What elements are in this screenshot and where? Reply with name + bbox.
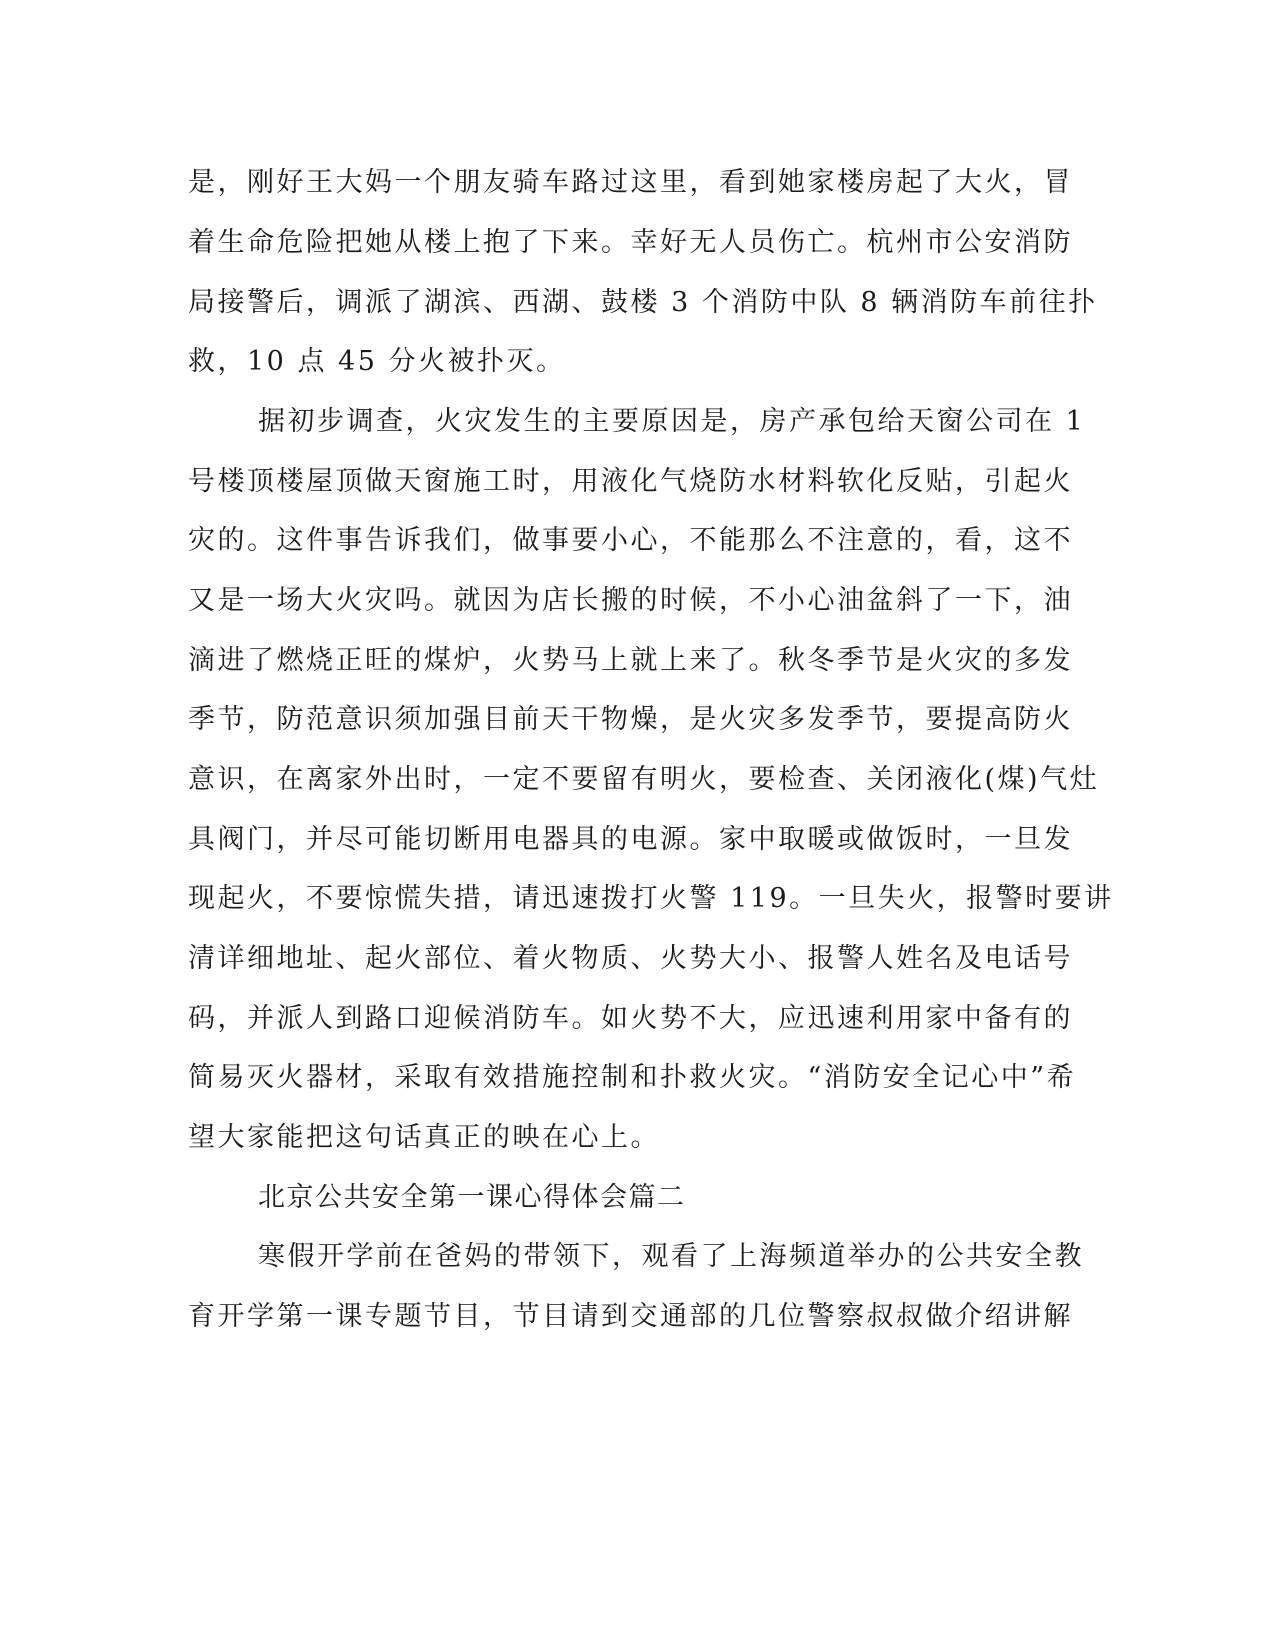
paragraph-line: 滴进了燃烧正旺的煤炉，火势马上就上来了。秋冬季节是火灾的多发 bbox=[188, 645, 1073, 676]
paragraph-line: 救，10 点 45 分火被扑灭。 bbox=[188, 346, 566, 377]
paragraph-line: 意识，在离家外出时，一定不要留有明火，要检查、关闭液化(煤)气灶 bbox=[188, 764, 1100, 795]
paragraph-line: 现起火，不要惊慌失措，请迅速拨打火警 119。一旦失火，报警时要讲 bbox=[188, 883, 1114, 914]
paragraph-line: 清详细地址、起火部位、着火物质、火势大小、报警人姓名及电话号 bbox=[188, 943, 1073, 974]
paragraph-line: 码，并派人到路口迎候消防车。如火势不大，应迅速利用家中备有的 bbox=[188, 1003, 1073, 1034]
paragraph-line: 具阀门，并尽可能切断用电器具的电源。家中取暖或做饭时，一旦发 bbox=[188, 824, 1073, 855]
paragraph-line: 着生命危险把她从楼上抱了下来。幸好无人员伤亡。杭州市公安消防 bbox=[188, 227, 1073, 258]
paragraph-line: 据初步调查，火灾发生的主要原因是，房产承包给天窗公司在 1 bbox=[258, 406, 1086, 437]
paragraph-line: 灾的。这件事告诉我们，做事要小心，不能那么不注意的，看，这不 bbox=[188, 525, 1073, 556]
paragraph-line: 号楼顶楼屋顶做天窗施工时，用液化气烧防水材料软化反贴，引起火 bbox=[188, 466, 1073, 497]
section-heading: 北京公共安全第一课心得体会篇二 bbox=[258, 1182, 686, 1213]
paragraph-line: 季节，防范意识须加强目前天干物燥，是火灾多发季节，要提高防火 bbox=[188, 704, 1073, 735]
paragraph-line: 局接警后，调派了湖滨、西湖、鼓楼 3 个消防中队 8 辆消防车前往扑 bbox=[188, 287, 1098, 318]
paragraph-line: 又是一场大火灾吗。就因为店长搬的时候，不小心油盆斜了一下，油 bbox=[188, 585, 1073, 616]
paragraph-line: 育开学第一课专题节目，节目请到交通部的几位警察叔叔做介绍讲解 bbox=[188, 1301, 1073, 1332]
paragraph-line: 寒假开学前在爸妈的带领下，观看了上海频道举办的公共安全教 bbox=[258, 1241, 1084, 1272]
paragraph-line: 望大家能把这句话真正的映在心上。 bbox=[188, 1122, 660, 1153]
paragraph-line: 简易灭火器材，采取有效措施控制和扑救火灾。“消防安全记心中”希 bbox=[188, 1062, 1077, 1093]
paragraph-line: 是，刚好王大妈一个朋友骑车路过这里，看到她家楼房起了大火，冒 bbox=[188, 167, 1073, 198]
